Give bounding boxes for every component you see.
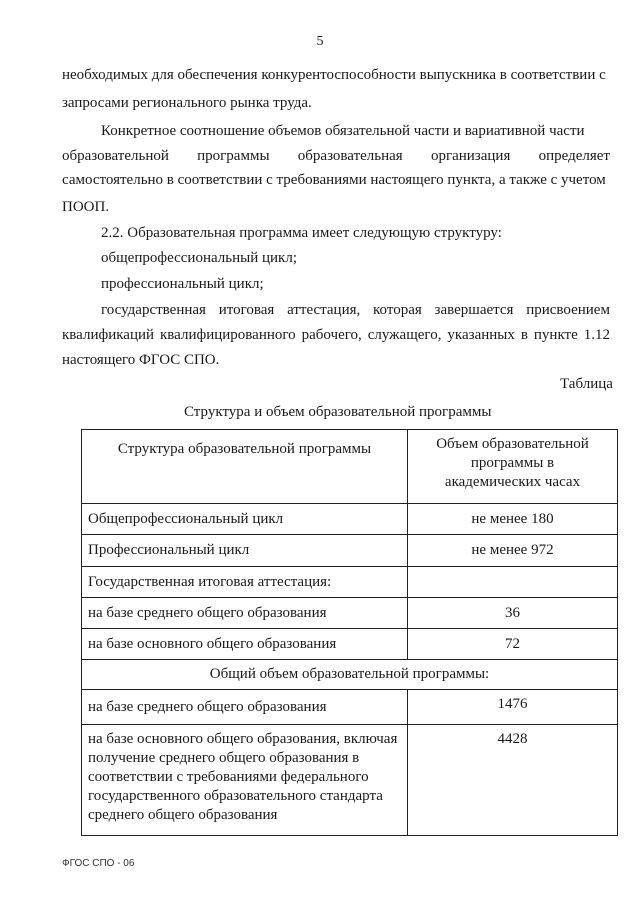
header-cell: Структура образовательной программы <box>82 430 408 504</box>
word: квалифицированного <box>160 327 296 343</box>
word: рабочего, <box>301 327 362 343</box>
page-number: 5 <box>316 34 324 49</box>
header-line: программы в <box>470 455 555 471</box>
table-label: Таблица <box>560 376 613 392</box>
word: государственная <box>101 302 206 318</box>
list-item: общепрофессиональный цикл; <box>101 250 297 266</box>
structure-table <box>81 429 617 836</box>
paragraph-line: необходимых для обеспечения конкурентоспособности выпускника в соответствии с <box>62 67 606 83</box>
word: в <box>520 327 528 343</box>
word: образовательная <box>297 148 403 164</box>
word: образовательной <box>62 148 169 164</box>
paragraph-line: запросами регионального рынка труда. <box>62 95 312 111</box>
header-cell <box>408 430 618 504</box>
paragraph-line: настоящего ФГОС СПО. <box>62 352 220 368</box>
row-value: не менее 180 <box>408 504 618 535</box>
row-value: 36 <box>408 598 618 629</box>
header-line: академических часах <box>444 474 581 490</box>
row-label-line: среднего общего образования <box>88 807 278 823</box>
row-label: на базе среднего общего образования <box>82 690 408 725</box>
row-value: 4428 <box>408 725 618 836</box>
row-value: 72 <box>408 629 618 660</box>
row-label: Государственная итоговая аттестация: <box>82 567 408 598</box>
row-label: на базе основного общего образования <box>82 629 408 660</box>
word: завершается <box>434 302 514 318</box>
row-label-line: получение среднего общего образования в <box>88 750 360 766</box>
word: пункте <box>533 327 578 343</box>
row-label-line: соответствии с требованиями федерального <box>88 769 369 785</box>
total-title: Общий объем образовательной программы: <box>82 660 618 690</box>
row-value: не менее 972 <box>408 535 618 567</box>
row-label <box>82 725 408 836</box>
row-label-line: государственного образовательного стандарта <box>88 788 383 804</box>
table-row <box>82 535 618 567</box>
table-row <box>82 504 618 535</box>
word: присвоением <box>526 302 610 318</box>
table-caption: Структура и объем образовательной программы <box>184 404 492 420</box>
paragraph-line: ПООП. <box>62 199 110 215</box>
word: аттестация, <box>287 302 361 318</box>
word: 1.12 <box>583 327 610 343</box>
row-label: на базе среднего общего образования <box>82 598 408 629</box>
paragraph-line: самостоятельно в соответствии с требованиями настоящего пункта, а также с учетом <box>62 172 606 188</box>
justified-line <box>62 327 610 344</box>
word: программы <box>197 148 270 164</box>
paragraph-line: Конкретное соотношение объемов обязательной части и вариативной части <box>101 123 585 139</box>
row-label-line: на базе основного общего образования, включая <box>88 731 398 747</box>
table-row <box>82 690 618 725</box>
table-row <box>82 725 618 836</box>
table-header-row <box>82 430 618 504</box>
row-label: Общепрофессиональный цикл <box>82 504 408 535</box>
table-total-title-row <box>82 660 618 690</box>
word: определяет <box>538 148 610 164</box>
table-row <box>82 629 618 660</box>
justified-line <box>62 148 610 165</box>
word: служащего, <box>367 327 442 343</box>
row-label: Профессиональный цикл <box>82 535 408 567</box>
list-item: профессиональный цикл; <box>101 276 264 292</box>
word: квалификаций <box>62 327 155 343</box>
header-line: Объем образовательной <box>436 436 589 452</box>
table-row <box>82 567 618 598</box>
word: организация <box>430 148 511 164</box>
footer-code: ФГОС СПО - 06 <box>62 858 135 869</box>
row-value <box>408 567 618 598</box>
word: указанных <box>447 327 515 343</box>
table-row <box>82 598 618 629</box>
justified-line <box>101 302 610 319</box>
word: которая <box>373 302 422 318</box>
word: итоговая <box>218 302 275 318</box>
row-value: 1476 <box>408 690 618 725</box>
paragraph-line: 2.2. Образовательная программа имеет следующую структуру: <box>101 225 502 241</box>
